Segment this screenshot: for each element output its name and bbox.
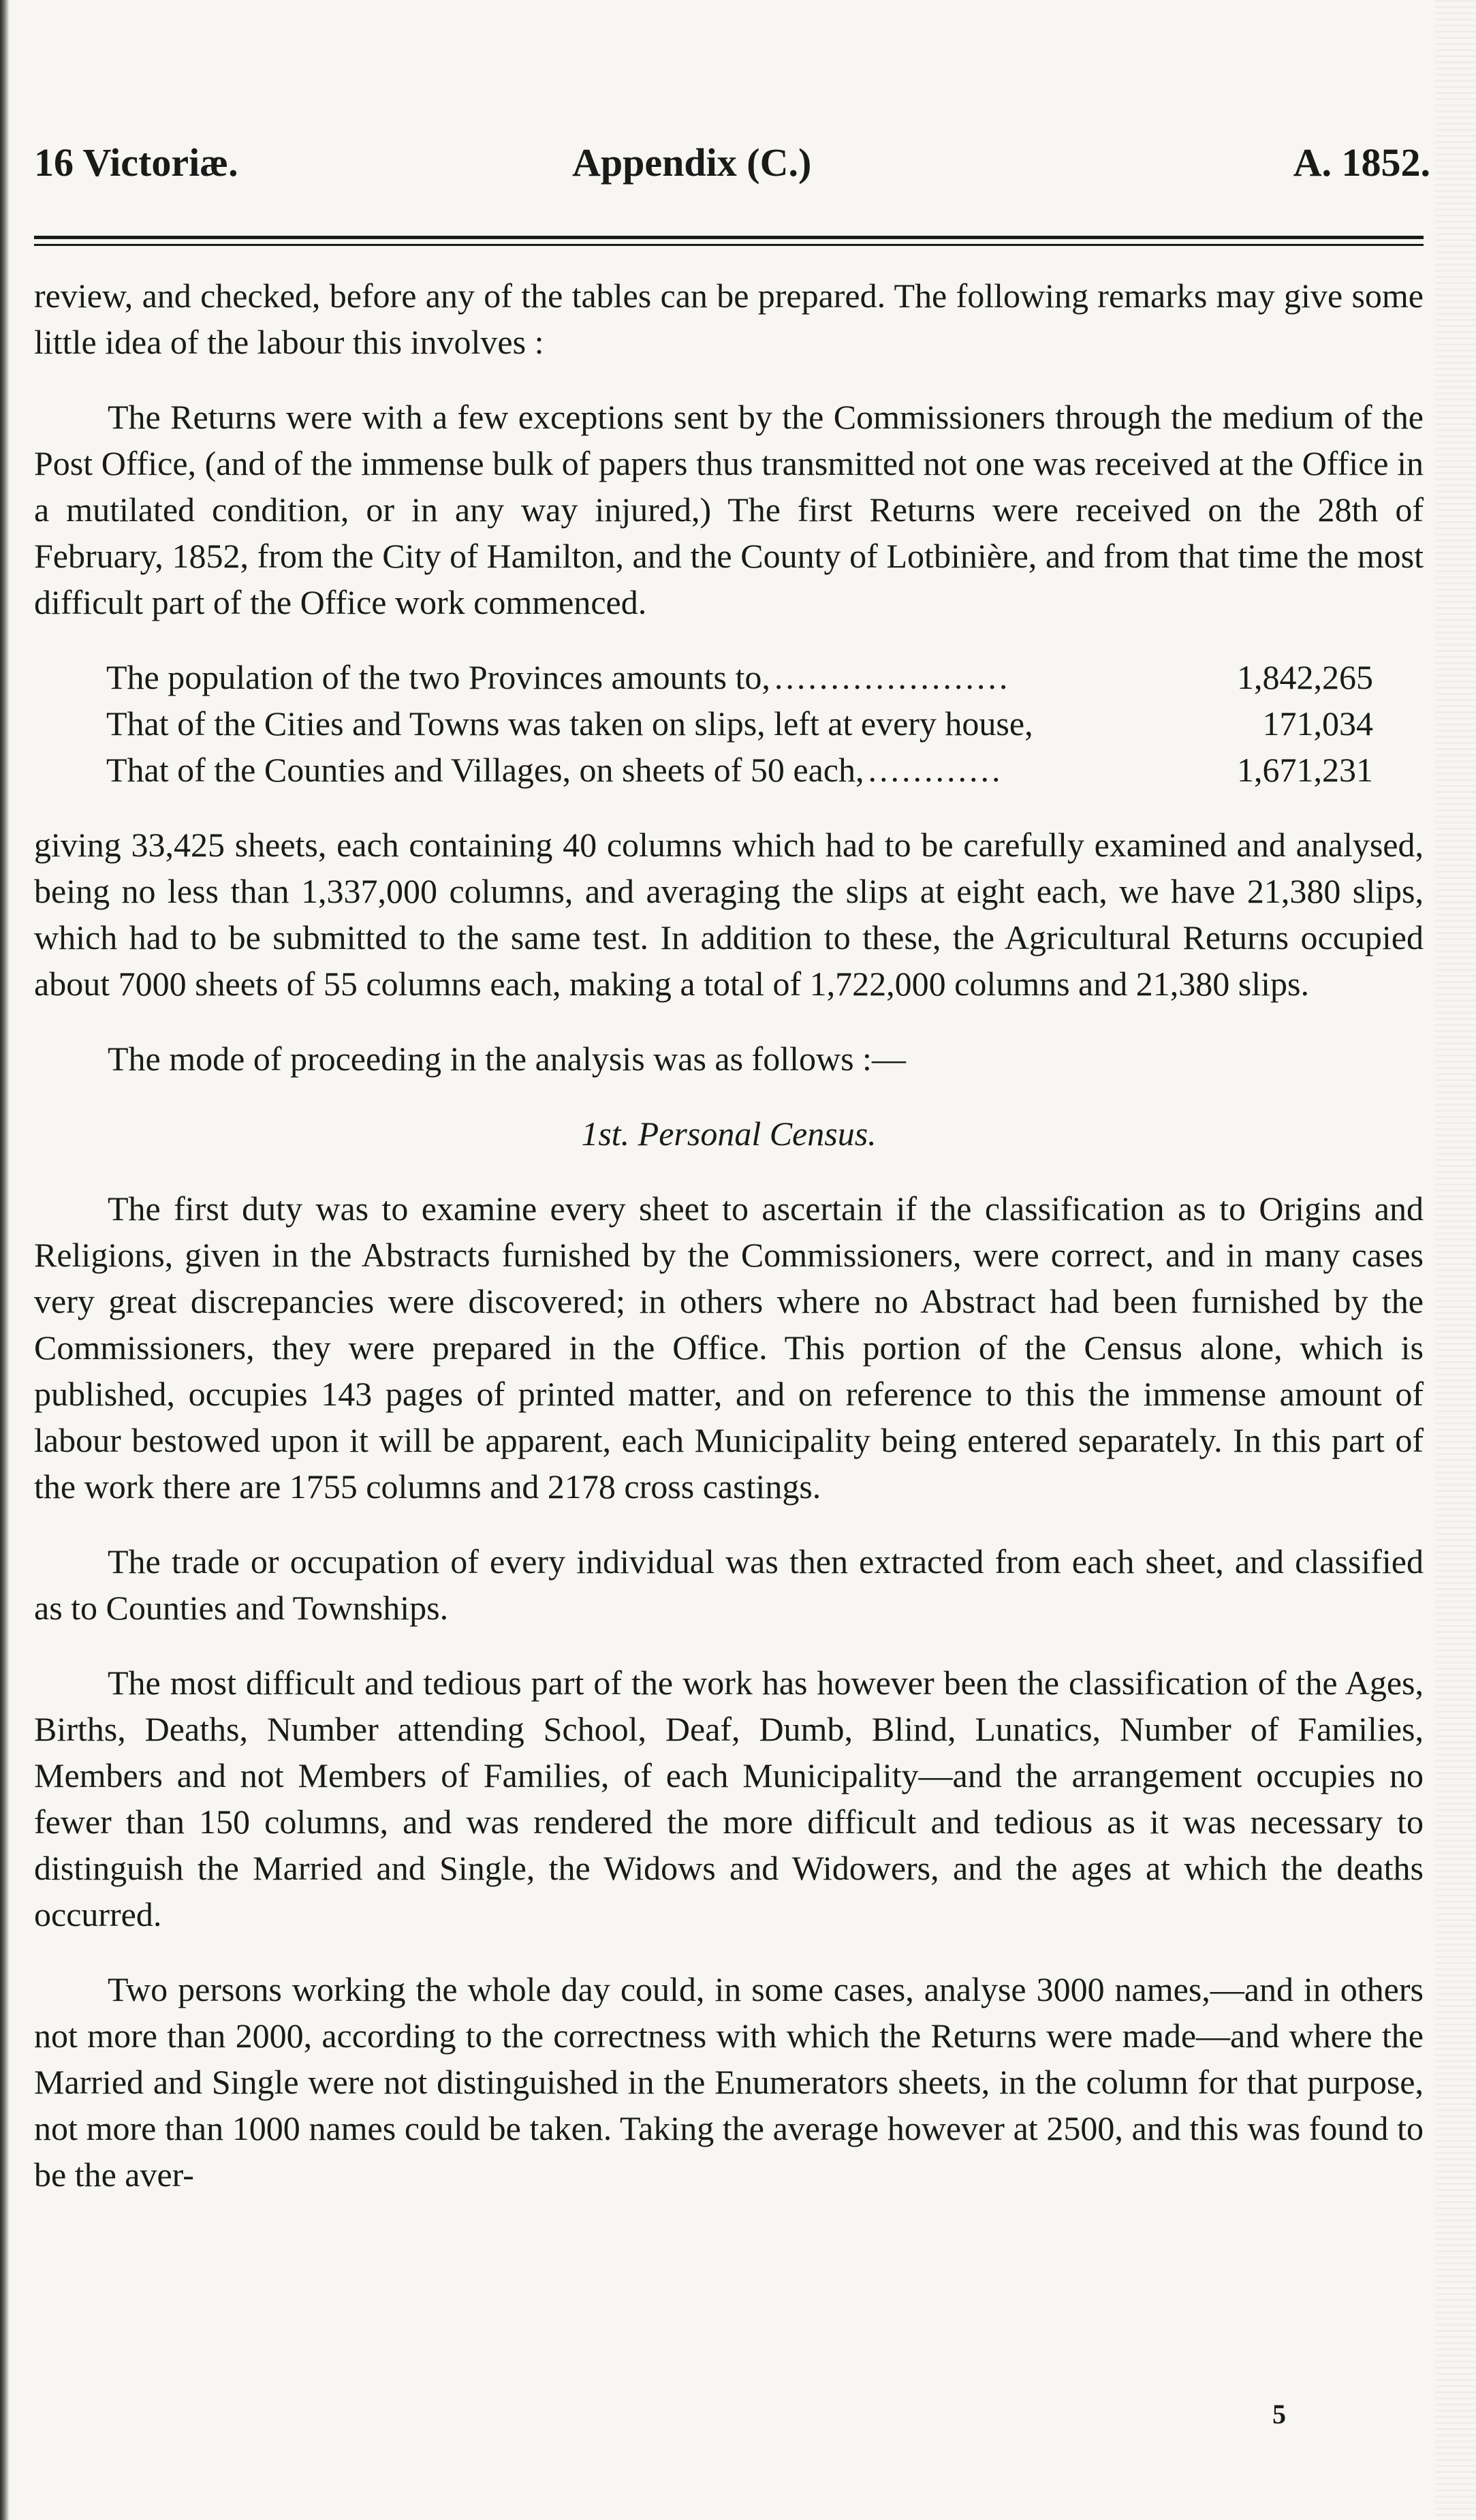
paragraph-classification: The most difficult and tedious part of the work has however been the classification of the Ages, Births, Deaths, Number attending School, Deaf, Dumb, Blind, Lunatics, Number of Families, Members and not Members of Families, of each Municipality—and the arrangement occupies no fewer than 150 columns, and was rendered the more difficult and tedious as it was necessary to distinguish the Married and Single, the Widows and Widowers, and the ages at which the deaths occurred.: [34, 1664, 1424, 1933]
population-value: 1,671,231: [1237, 751, 1373, 789]
population-value: 1,842,265: [1237, 658, 1373, 696]
paragraph-returns: The Returns were with a few exceptions sent by the Commissioners through the medium of the Post Office, (and of the immense bulk of papers thus transmitted not one was received at the Office in a mutilated condition, or in any way injured,) The first Returns were received on the 28th of February, 1852, from the City of Hamilton, and the County of Lotbinière, and from that time the most difficult part of the Office work commenced.: [34, 398, 1424, 621]
paragraph-two-persons: Two persons working the whole day could, in some cases, analyse 3000 names,—and in others not more than 2000, according to the correctness with which the Returns were made—and where the Married and Single were not distinguished in the Enumerators sheets, in the column for that purpose, not more than 1000 names could be taken. Taking the average however at 2500, and this was found to be the aver-: [34, 1970, 1424, 2194]
population-row: [106, 700, 1373, 747]
population-table: [106, 654, 1373, 793]
page-scan-noise: [1435, 0, 1476, 2520]
population-label: That of the Cities and Towns was taken on slips, left at every house,: [106, 704, 1033, 743]
page-binding-edge: [0, 0, 10, 2520]
population-label: That of the Counties and Villages, on sheets of 50 each,: [106, 751, 864, 789]
population-row: [106, 654, 1373, 700]
dot-leader: .....................: [774, 658, 1011, 696]
header-appendix: Appendix (C.): [572, 140, 812, 185]
paragraph-sheets: giving 33,425 sheets, each containing 40 columns which had to be carefully examined and analysed, being no less than 1,337,000 columns, and averaging the slips at eight each, we have 21,380 slips, which had to be submitted to the same test. In addition to these, the Agricultural Returns occupied about 7000 sheets of 55 columns each, making a total of 1,722,000 columns and 21,380 slips.: [34, 826, 1424, 1003]
paragraph-mode: The mode of proceeding in the analysis was as follows :—: [108, 1040, 906, 1078]
population-label: The population of the two Provinces amounts to,: [106, 658, 770, 696]
page-body: [34, 273, 1424, 2226]
section-title: 1st. Personal Census.: [581, 1115, 877, 1153]
running-header: [34, 140, 1430, 208]
header-rule-thick: [34, 236, 1424, 239]
paragraph-review: review, and checked, before any of the tables can be prepared. The following remarks may give some little idea of the labour this involves :: [34, 277, 1424, 361]
paragraph-first-duty: The first duty was to examine every sheet to ascertain if the classification as to Origins and Religions, given in the Abstracts furnished by the Commissioners, were correct, and in many cases very great discrepancies were discovered; in others where no Abstract had been furnished by the Commissioners, they were prepared in the Office. This portion of the Census alone, which is published, occupies 143 pages of printed matter, and on reference to this the immense amount of labour bestowed upon it will be apparent, each Municipality being entered separately. In this part of the work there are 1755 columns and 2178 cross castings.: [34, 1189, 1424, 1506]
population-value: 171,034: [1262, 704, 1373, 743]
header-session: 16 Victoriæ.: [34, 140, 238, 185]
header-rule-thin: [34, 244, 1424, 246]
population-row: [106, 747, 1373, 793]
paragraph-trade: The trade or occupation of every individual was then extracted from each sheet, and classified as to Counties and Townships.: [34, 1542, 1424, 1627]
page-number: 5: [1272, 2399, 1286, 2429]
header-year: A. 1852.: [1293, 140, 1430, 185]
dot-leader: ............: [868, 751, 1003, 789]
